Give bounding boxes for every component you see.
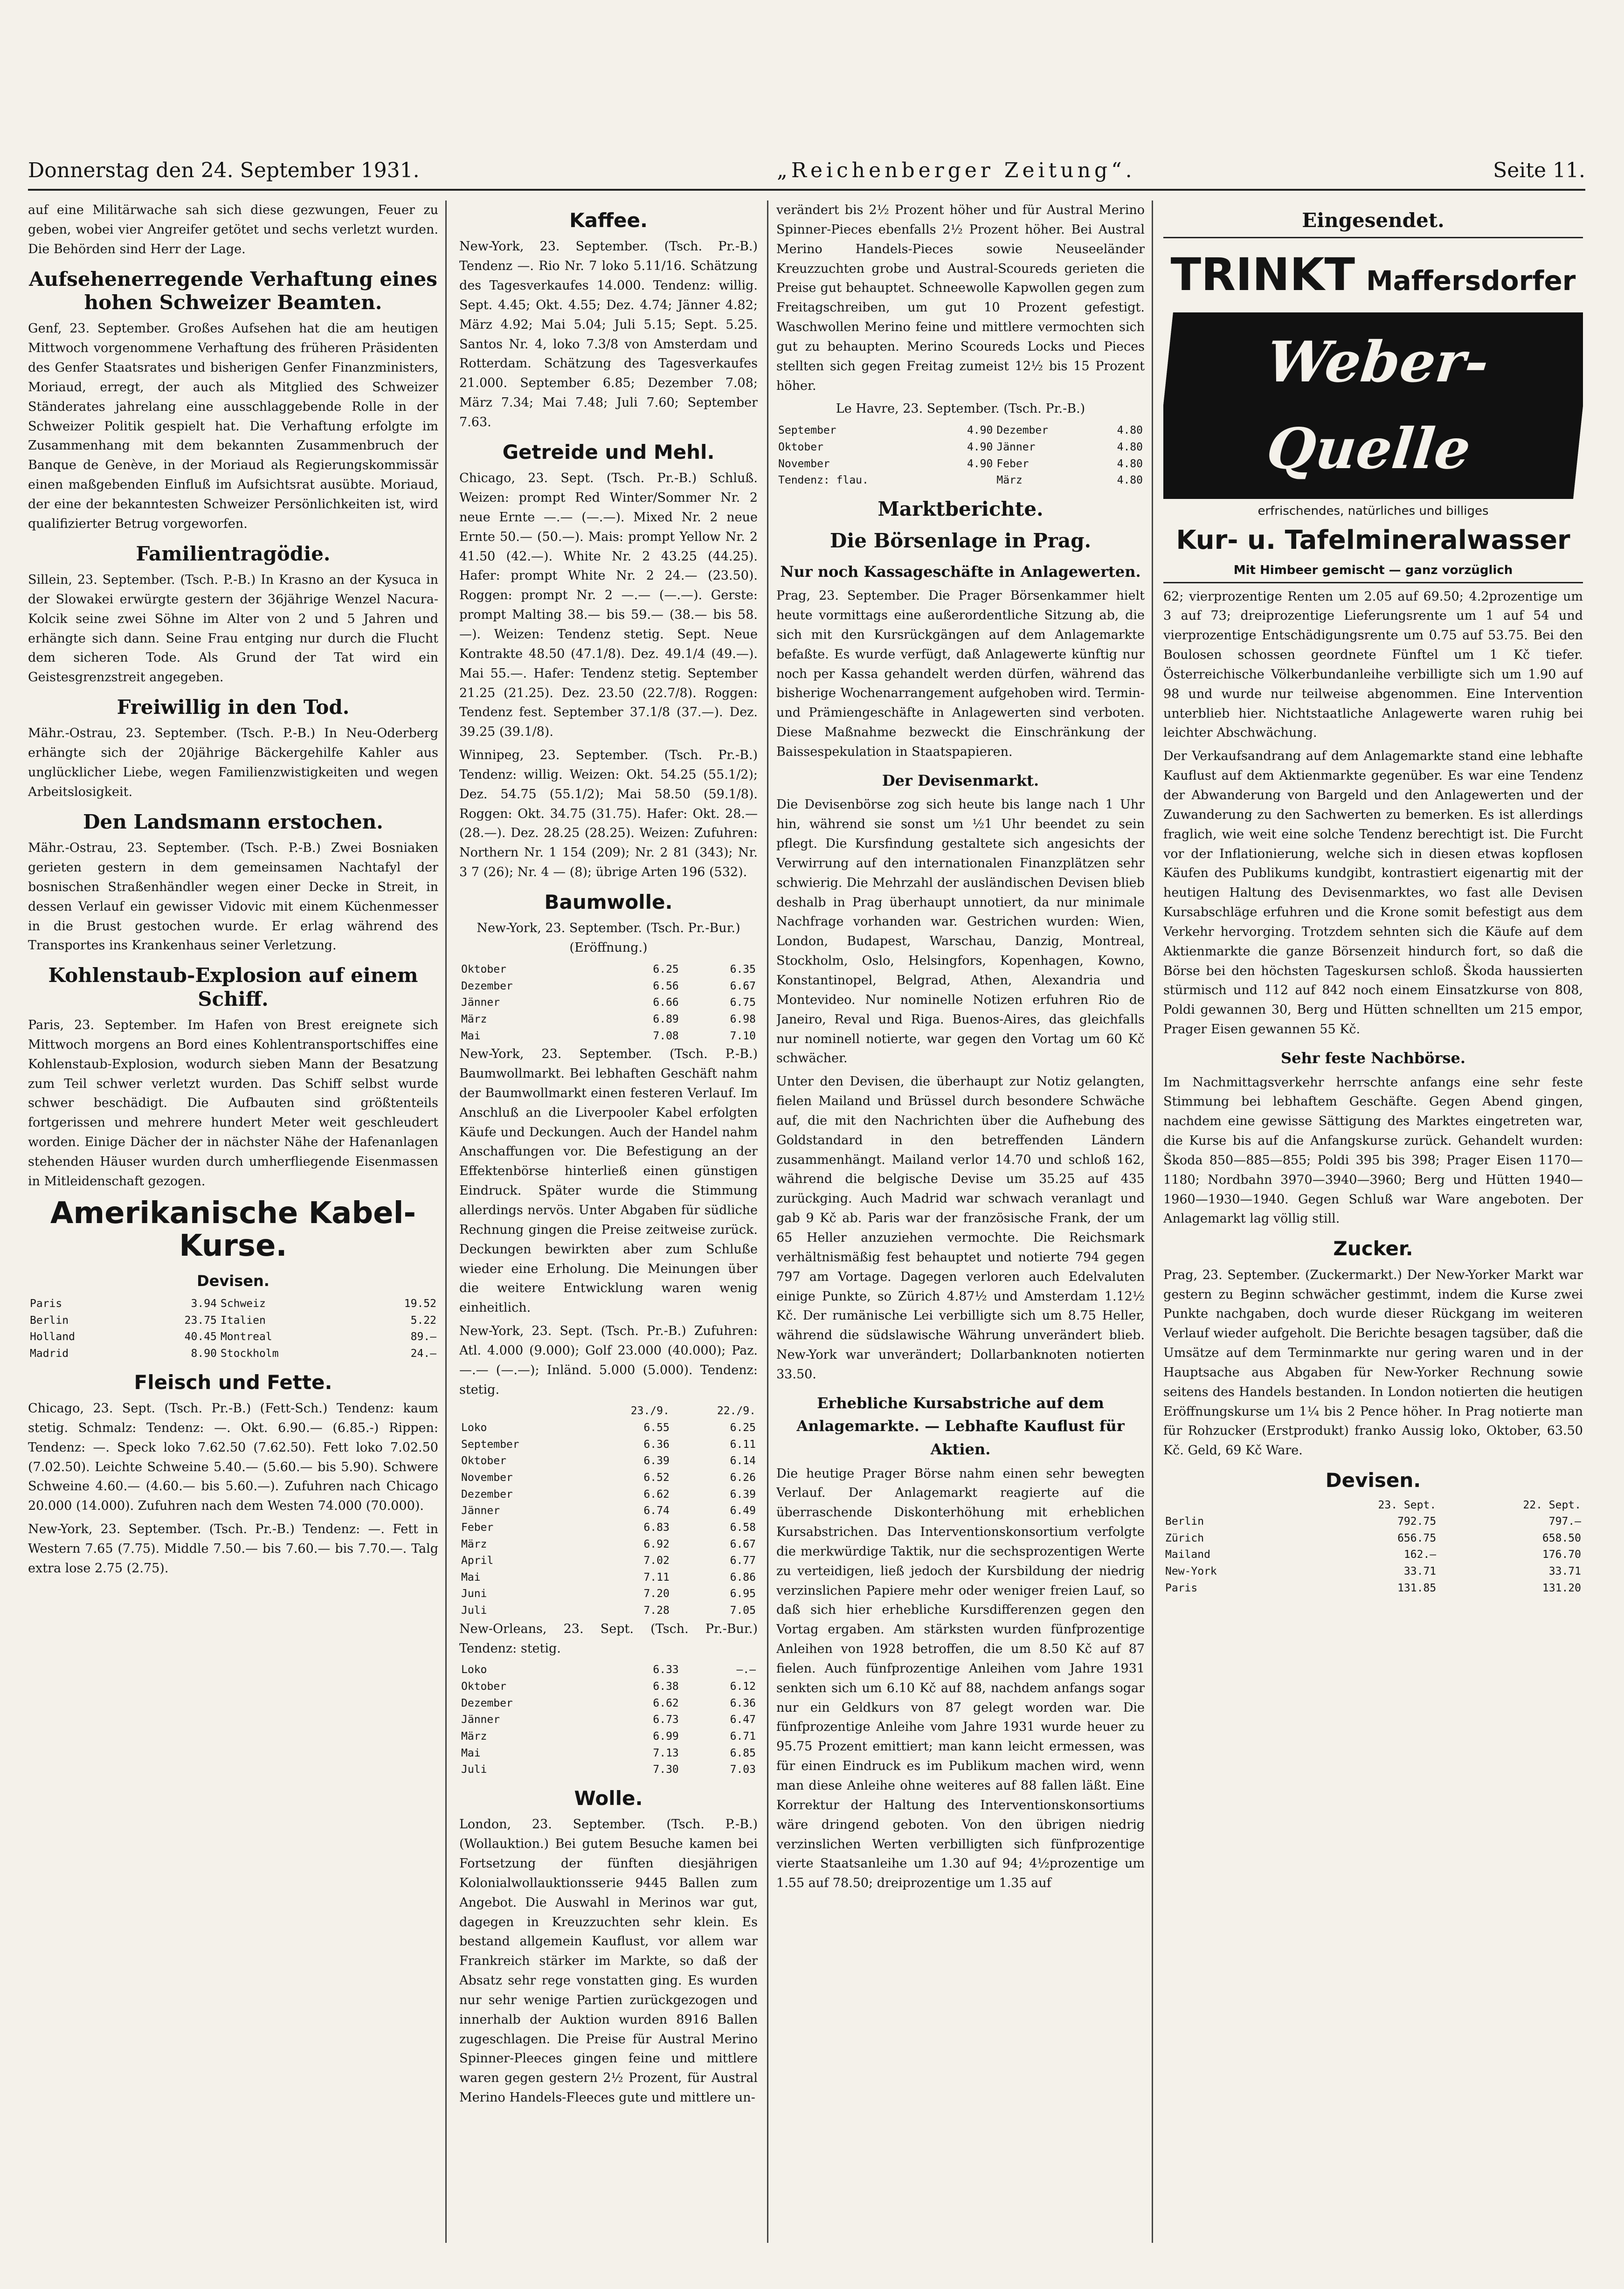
headline-landsmann: Den Landsmann erstochen. <box>83 810 383 833</box>
table-row: Oktober 4.90 Jänner 4.80 <box>778 441 1143 453</box>
table-row: Loko 6.55 6.25 <box>461 1422 756 1434</box>
article-zucker: Prag, 23. September. (Zuckermarkt.) Der New-Yorker Markt war gestern zu Beginn schwächer gestimmt, indem die Kurse zwei Punkte nachgaben, doch wurde dieser Rückgang im weiteren Verlauf wieder aufgeholt. Die Berichte besagen tagsüber, daß die Umsätze auf dem Terminmarkte nur gering waren und in der Hauptsache aus Abgaben für New-Yorker Rechnung sowie seitens des Handels bestanden. In London notierten die heutigen Eröffnungskurse um 1¼ bis 2 Pence höher. In Prag notierte man für Rohzucker (Erstprodukt) franko Aussig loko, Oktober, 63.50 Kč. Geld, 69 Kč Ware. <box>1163 1267 1583 1458</box>
table-row: Paris 3.94 Schweiz 19.52 <box>30 1298 436 1310</box>
devisen-prag-table <box>1163 1497 1583 1597</box>
table-row: Feber 6.83 6.58 <box>461 1521 756 1534</box>
table-row: März 6.99 6.71 <box>461 1730 756 1743</box>
headline-marktberichte: Marktberichte. <box>878 497 1044 520</box>
subheading-devisen: Devisen. <box>197 1272 270 1290</box>
headline-kaffee: Kaffee. <box>569 209 648 232</box>
article-baumwolle: New-York, 23. September. (Tsch. P.-B.) Baumwollmarkt. Bei lebhaften Geschäft nahm der Baumwollmarkt einen festeren Verlauf. Im Anschluß an die Liverpooler Kabel erfolgten Käufe und Deckungen. Auch der Handel nahm Anschaffungen vor. Die Befestigung an der Effektenbörse hinterließ einen günstigen Eindruck. Später wurde die Stimmung allerdings nervös. Unter Abgaben für südliche Rechnung gingen die Preise zeitweise zurück. Deckungen bewirkten aber zum Schluße wieder eine Erholung. Die Meinungen über die weitere Entwicklung waren wenig einheitlich. <box>459 1047 758 1315</box>
table-row: April 7.02 6.77 <box>461 1555 756 1567</box>
baumwolle-no-table <box>459 1662 758 1778</box>
headline-kursabstriche: Erhebliche Kursabstriche auf dem Anlagemarkte. — Lebhafte Kauflust für Aktien. <box>796 1394 1125 1458</box>
article-nachboerse: Im Nachmittagsverkehr herrschte anfangs eine sehr feste Stimmung bei lebhaftem Geschäfte. Gegen Abend gingen, nachdem eine gewisse Sättigung des Marktes eingetreten war, die Kurse bis auf die Anfangskurse zurück. Gehandelt wurden: Škoda 850—885—855; Poldi 395 bis 398; Prager Eisen 1170—1180; Nordbahn 3970—3940—3960; Berg und Hütten 1940—1960—1930—1940. Gegen Schluß war Ware angeboten. Der Anlagemarkt lag völlig still. <box>1163 1075 1583 1226</box>
article-fleisch-ny: New-York, 23. September. (Tsch. Pr.-B.) Tendenz: —. Fett in Western 7.65 (7.75). Middle 7.50.— bis 7.60.— bis 7.70.—. Talg extra lose 2.75 (2.75). <box>28 1522 438 1576</box>
table-row: Jänner 6.74 6.49 <box>461 1505 756 1517</box>
column-divider <box>445 201 447 2243</box>
neworleans-head: New-Orleans, 23. Sept. (Tsch. Pr.-Bur.) Tendenz: stetig. <box>459 1621 758 1656</box>
table-row: New-York 33.71 33.71 <box>1165 1565 1581 1578</box>
article-anlagemarkt: 62; vierprozentige Renten um 2.05 auf 69.50; 4.2prozentige um 3 auf 73; dreiprozentige Lieferungsrente um 1 auf 54 und vierprozentige Entschädigungsrente um 0.75 auf 53.75. Bei den Boulosen schossen geordnete Fünftel um 1 Kč tiefer. Österreichische Völkerbundanleihe verbilligte sich um 1.90 auf 98 und wurde nur teilweise abgenommen. Eine Intervention unterblieb hier. Nichtstaatliche Anlagewerte waren ruhig bei leichter Abschwächung. <box>1163 589 1583 740</box>
column-2 <box>459 201 758 2271</box>
table-row: Oktober 6.39 6.14 <box>461 1455 756 1467</box>
headline-kabelkurse: Amerikanische Kabel-Kurse. <box>50 1196 416 1264</box>
article-wolle-cont: verändert bis 2½ Prozent höher und für Austral Merino Spinner-Pieces ebenfalls 2½ Prozent höher. Bei Austral Merino Handels-Pieces sowie Neuseeländer Kreuzzuchten grobe und Austral-Scoureds gerieten die Preise gut behauptet. Schneewolle Kapwollen gegen zum Freitagschreiben, um gut 10 Prozent gefestigt. Waschwollen Merino feine und mittlere vermochten sich gut zu behaupten. Merino Scoureds Locks und Pieces stellten sich gegen Freitag zumeist 12½ bis 15 Prozent höher. <box>776 203 1145 393</box>
ad-logo: Weber-Quelle <box>1163 312 1583 499</box>
table-row: Dezember 6.62 6.36 <box>461 1697 756 1709</box>
headline-baumwolle: Baumwolle. <box>544 890 673 913</box>
baumwolle-head: New-York, 23. September. (Tsch. Pr.-Bur.) (Eröffnung.) <box>477 921 740 955</box>
ad-footer: Mit Himbeer gemischt — ganz vorzüglich <box>1233 563 1513 578</box>
header-date: Donnerstag den 24. September 1931. <box>28 158 420 182</box>
article-devisenmarkt-2: Unter den Devisen, die überhaupt zur Notiz gelangten, fielen Mailand und Brüssel durch besondere Schwäche auf, die mit den Nachrichten über die Aufhebung des Goldstandard in den betreffenden Ländern zusammenhängt. Mailand verlor 14.70 und schloß 162, während die belgische Devise um 35.25 auf 435 zurückging. Auch Madrid war schwach veranlagt und gab 9 Kč ab. Paris war der französische Frank, der um 65 Heller anzuziehen vermochte. Die Reichsmark verhältnismäßig fest behauptet und notierte 794 gegen 797 am Vortage. Dagegen verloren auch Edelvaluten einige Punkte, so Zürich 4.87½ und Amsterdam 1.12½ Kč. Der rumänische Lei verbilligte sich um 8.75 Heller, während die südslawische Währung unverändert blieb. New-York war unverändert; Dollarbanknoten notierten 33.50. <box>776 1074 1145 1382</box>
table-row: Oktober 6.25 6.35 <box>461 963 756 976</box>
table-header: 23. Sept. 22. Sept. <box>1378 1499 1581 1511</box>
table-row: Mai 7.11 6.86 <box>461 1571 756 1584</box>
article-landsmann: Mähr.-Ostrau, 23. September. (Tsch. P.-B.) Zwei Bosniaken gerieten gestern in dem gemeinsamen Nachtafyl der bosnischen Straßenhändler wegen einer Decke in Streit, in dessen Verlauf ein gewisser Vidovic mit einem Küchenmesser in die Brust gestochen wurde. Er erlag während des Transportes ins Krankenhaus seiner Verletzung. <box>28 841 438 953</box>
advertisement <box>1163 237 1583 583</box>
table-row: Dezember 6.62 6.39 <box>461 1488 756 1501</box>
article-boersenlage: Prag, 23. September. Die Prager Börsenkammer hielt heute vormittags eine außerordentliche Sitzung ab, die sich mit den Kursrückgängen auf dem Anlagemarkte befaßte. Es wurde verfügt, daß Anlagewerte künftig nur noch per Kassa gehandelt werden dürfen, während das bisherige Wochenarrangement aufgehoben wird. Termin- und Prämiengeschäfte in Anlagewerten sind verboten. Diese Maßnahme bezweckt die Einschränkung der Baissespekulation in Staatspapieren. <box>776 588 1145 759</box>
table-row: Dezember 6.56 6.67 <box>461 980 756 992</box>
havre-head: Le Havre, 23. September. (Tsch. Pr.-B.) <box>836 401 1085 416</box>
ad-headline: Kur- u. Tafelmineralwasser <box>1176 525 1570 556</box>
headline-fleisch: Fleisch und Fette. <box>134 1370 332 1394</box>
table-row: Tendenz: flau. März 4.80 <box>778 474 1143 487</box>
headline-verhaftung: Aufsehenerregende Verhaftung eines hohen Schweizer Beamten. <box>29 267 437 314</box>
table-row: September 6.36 6.11 <box>461 1438 756 1451</box>
running-header <box>28 154 1585 187</box>
table-row: November 4.90 Feber 4.80 <box>778 457 1143 470</box>
article-freiwillig: Mähr.-Ostrau, 23. September. (Tsch. P.-B.) In Neu-Oderberg erhängte sich der 20jährige Bäckergehilfe Kahler aus unglücklicher Liebe, wegen Familienzwistigkeiten und wegen Arbeitslosigkeit. <box>28 726 438 799</box>
headline-freiwillig: Freiwillig in den Tod. <box>117 696 350 719</box>
header-page: Seite 11. <box>1493 158 1585 182</box>
header-rule <box>28 189 1585 191</box>
table-row: Berlin 792.75 797.— <box>1165 1515 1581 1528</box>
table-header: 23./9. 22./9. <box>630 1405 756 1418</box>
table-row: Mai 7.08 7.10 <box>461 1030 756 1042</box>
headline-kohlenstaub: Kohlenstaub-Explosion auf einem Schiff. <box>48 964 418 1010</box>
headline-zucker: Zucker. <box>1333 1237 1413 1260</box>
havre-table <box>776 422 1145 489</box>
table-row: Juli 7.28 7.05 <box>461 1604 756 1617</box>
column-4 <box>1163 201 1583 2271</box>
table-row: März 6.89 6.98 <box>461 1013 756 1025</box>
ad-brand: Maffersdorfer <box>1366 265 1576 297</box>
headline-familientragoedie: Familientragödie. <box>136 542 331 565</box>
table-row: Holland 40.45 Montreal 89.— <box>30 1331 436 1343</box>
table-row: Berlin 23.75 Italien 5.22 <box>30 1314 436 1327</box>
column-divider <box>767 201 768 2243</box>
table-row: November 6.52 6.26 <box>461 1471 756 1484</box>
table-row: Paris 131.85 131.20 <box>1165 1582 1581 1594</box>
article-continuation: auf eine Militärwache sah sich diese gezwungen, Feuer zu geben, wobei vier Angreifer getötet und sechs verletzt wurden. Die Behörden sind Herr der Lage. <box>28 203 438 256</box>
article-getreide: Chicago, 23. Sept. (Tsch. Pr.-B.) Schluß. Weizen: prompt Red Winter/Sommer Nr. 2 neue Ernte —.— (—.—). Mixed Nr. 2 neue Ernte 50.— (50.—). Mais: prompt Yellow Nr. 2 41.50 (42.—). White Nr. 2 43.25 (44.25). Hafer: prompt White Nr. 2 24.— (23.50). Roggen: prompt Nr. 2 —.— (—.—). Gerste: prompt Malting 38.— bis 59.— (38.— bis 58.—). Weizen: Tendenz stetig. Sept. Neue Kontrakte 48.50 (47.1/8). Dez. 49.1/4 (49.—). Mai 55.—. Hafer: Tendenz stetig. September 21.25 (21.25). Dez. 23.50 (22.7/8). Roggen: Tendenz fest. September 37.1/8 (37.—). Dez. 39.25 (39.1/8). <box>459 471 758 740</box>
column-1 <box>28 201 438 2271</box>
table-row: Jänner 6.66 6.75 <box>461 996 756 1009</box>
table-row: Zürich 656.75 658.50 <box>1165 1532 1581 1544</box>
headline-nachboerse: Sehr feste Nachbörse. <box>1281 1049 1465 1067</box>
header-paper: „Reichenberger Zeitung“. <box>777 158 1136 182</box>
table-row: Juni 7.20 6.95 <box>461 1588 756 1600</box>
heading-eingesendet: Eingesendet. <box>1302 209 1444 232</box>
article-verhaftung: Genf, 23. September. Großes Aufsehen hat die am heutigen Mittwoch vorgenommene Verhaftung des früheren Präsidenten des Genfer Staatsrates und bisherigen Genfer Finanzministers, Moriaud, erregt, der auch als Mitglied des Schweizer Ständerates jahrelang eine ausschlaggebende Rolle in der Schweizer Politik gespielt hat. Die Verhaftung erfolgte im Zusammenhang mit dem bekannten Zusammenbruch der Banque de Genève, in der Moriaud als Regierungskommissär einen maßgebenden Einfluß im Aufsichtsrat ausübte. Moriaud, der eine der bekanntesten Schweizer Persönlichkeiten ist, wird qualifizierter Betrug vorgeworfen. <box>28 321 438 531</box>
table-row: Jänner 6.73 6.47 <box>461 1714 756 1726</box>
headline-devisen: Devisen. <box>1325 1469 1421 1492</box>
article-wolle: London, 23. September. (Tsch. P.-B.) (Wollauktion.) Bei gutem Besuche kamen bei Fortsetzung der fünften diesjährigen Kolonialwollauktionsserie 9445 Ballen zum Angebot. Die Auswahl in Merinos war gut, dagegen in Kreuzzuchten sehr klein. Es bestand allgemein Kauflust, vor allem war Frankreich stärker im Markte, so daß der Absatz sehr rege vonstatten ging. Es wurden nur sehr wenige Partien zurückgezogen und innerhalb der Auktion wurden 8916 Ballen zugeschlagen. Die Preise für Austral Merino Spinner-Pleeces gingen feine und mittlere waren gegen gestern 2½ Prozent, für Austral Merino Handels-Fleeces gute und mittlere un- <box>459 1817 758 2105</box>
table-row: Mai 7.13 6.85 <box>461 1747 756 1759</box>
article-kursabstriche: Die heutige Prager Börse nahm einen sehr bewegten Verlauf. Der Anlagemarkt reagierte auf die überraschende Diskonterhöhung mit erheblichen Kursabstrichen. Das Interventionskonsortium verfolgte die merkwürdige Taktik, nur die sechsprozentigen Werte zu verteidigen, ließ jedoch der Kursbildung der niedrig verzinslichen Papiere mehr oder weniger freien Lauf, so daß sich hier erhebliche Kursdifferenzen gegen den Vortag ergaben. Am stärksten wurden fünfprozentige Anleihen von 1928 betroffen, die um 8.50 Kč auf 87 fielen. Auch fünfprozentige Anleihen vom Jahre 1931 senkten sich um 6.10 Kč auf 88, nachdem anfangs sogar nur ein Geldkurs von 87 gelegt worden war. Die fünfprozentige Anleihe vom Jahre 1931 wurde heuer zu 95.75 Prozent emittiert; man kann leicht ermessen, was für einen Eindruck es im Publikum machen wird, wenn man diese Anleihe ohne weiteres auf 88 fallen läßt. Eine Korrektur der Haltung des Interventionskonsortiums wäre dringend geboten. Von den übrigen niedrig verzinslichen Werten verbilligten sich fünfprozentige vierte Staatsanleihe um 1.30 auf 94; 4½prozentige um 1.55 auf 78.50; dreiprozentige um 1.35 auf <box>776 1466 1145 1891</box>
ad-subline: erfrischendes, natürliches und billiges <box>1258 504 1489 519</box>
article-aktienmarkt: Der Verkaufsandrang auf dem Anlagemarkte stand eine lebhafte Kauflust auf dem Aktienmarkte gegenüber. Es war eine Tendenz der Abwanderung von Bargeld und den Anlagewerten und der Zuwanderung zu den Sachwerten zu bemerken. Es ist allerdings fraglich, wie weit eine solche Tendenz berechtigt ist. Die Furcht vor der Inflationierung, welche sich in diesen etwas kopflosen Käufen des Publikums kundgibt, kontrastiert eigenartig mit der heutigen Haltung des Devisenmarktes, wo fast alle Devisen Kursabschläge erfuhren und die Krone somit befestigt aus dem Verkehr hervorging. Trotzdem sehnten sich die Käufe auf dem Aktienmarkte die ganze Börsenzeit hindurch fort, so daß die Börse bei den höchsten Tageskursen schloß. Škoda haussierten stürmisch und 112 auf 842 noch einem Einsatzkurse von 808, Poldi gewannen 30, Berg und Hütten schnellten um 215 empor, Prager Eisen gewannen 55 Kč. <box>1163 749 1583 1037</box>
article-familientragoedie: Sillein, 23. September. (Tsch. P.-B.) In Krasno an der Kysuca in der Slowakei erwürgte gestern der 36jährige Wenzel Nacura-Kolcik seine zwei Söhne im Alter von 2 und 5 Jahren und erhängte sich dann. Seine Frau entging nur durch die Flucht dem sicheren Tode. Als Grund der Tat wird ein Geistesgrenzstreit angegeben. <box>28 572 438 685</box>
table-row: Madrid 8.90 Stockholm 24.— <box>30 1347 436 1360</box>
subheading-kassa: Nur noch Kassageschäfte in Anlagewerten. <box>780 562 1141 581</box>
article-winnipeg: Winnipeg, 23. September. (Tsch. Pr.-B.) Tendenz: willig. Weizen: Okt. 54.25 (55.1/2); Dez. 54.75 (55.1/2); Mai 58.50 (59.1/8). Roggen: Okt. 34.75 (31.75). Hafer: Okt. 28.— (28.—). Dez. 28.25 (28.25). Weizen: Zufuhren: Northern Nr. 1 154 (209); Nr. 2 81 (343); Nr. 3 7 (26); Nr. 4 — (8); übrige Arten 196 (532). <box>459 748 758 880</box>
headline-getreide: Getreide und Mehl. <box>502 440 715 463</box>
headline-wolle: Wolle. <box>574 1786 643 1810</box>
table-row: September 4.90 Dezember 4.80 <box>778 424 1143 437</box>
table-row: Mailand 162.— 176.70 <box>1165 1549 1581 1561</box>
table-row: Loko 6.33 —.— <box>461 1664 756 1676</box>
headline-devisenmarkt: Der Devisenmarkt. <box>882 771 1039 789</box>
article-kohlenstaub: Paris, 23. September. Im Hafen von Brest ereignete sich Mittwoch morgens an Bord eines Kohlentransportschiffes eine Kohlenstaub-Explosion, wodurch sieben Mann der Besatzung zum Teil schwer verletzt wurden. Das Schiff selbst wurde schwer beschädigt. Die Aufbauten sind größtenteils fortgerissen und mehrere hundert Meter weit geschleudert worden. Einige Dächer der in nächster Nähe der Hafenanlagen stehenden Häuser wurden durch umherfliegende Eisenmassen in Mitleidenschaft gezogen. <box>28 1018 438 1189</box>
table-row: Juli 7.30 7.03 <box>461 1763 756 1776</box>
ad-trinkt: TRINKT <box>1170 249 1355 301</box>
article-devisenmarkt: Die Devisenbörse zog sich heute bis lange nach 1 Uhr hin, während sie sonst um ½1 Uhr beendet zu sein pflegt. Die Kursfindung gestaltete sich angesichts der Verwirrung auf den internationalen Finanzplätzen sehr schwierig. Die Mehrzahl der ausländischen Devisen blieb deshalb in Prag überhaupt unnotiert, da nur minimale Nachfrage vorhanden war. Gestrichen wurden: Wien, London, Budapest, Warschau, Danzig, Montreal, Stockholm, Oslo, Helsingfors, Kopenhagen, Kowno, Konstantinopel, Belgrad, Athen, Alexandria und Montevideo. Nur nominelle Notizen erfuhren Rio de Janeiro, Reval und Riga. Buenos-Aires, das gleichfalls nur nominell notierte, war gegen den Vortag um 60 Kč schwächer. <box>776 797 1145 1066</box>
headline-boersenlage: Die Börsenlage in Prag. <box>829 529 1092 553</box>
baumwolle-ny-table <box>459 1403 758 1619</box>
kabel-table <box>28 1296 438 1362</box>
table-row: Oktober 6.38 6.12 <box>461 1680 756 1693</box>
column-3 <box>776 201 1145 2271</box>
baumwolle-eroeffnung-table <box>459 961 758 1044</box>
article-fleisch: Chicago, 23. Sept. (Tsch. Pr.-B.) (Fett-Sch.) Tendenz: kaum stetig. Schmalz: Tendenz: —. Okt. 6.90.— (6.85.-) Rippen: Tendenz: —. Speck loko 7.62.50 (7.62.50). Fett loko 7.02.50 (7.02.50). Leichte Schweine 5.40.— (5.60.— bis 5.90). Schwere Schweine 4.60.— (4.60.— bis 5.60.—). Zufuhren nach Chicago 20.000 (14.000). Zufuhren nach dem Westen 74.000 (70.000). <box>28 1401 438 1514</box>
article-kaffee: New-York, 23. September. (Tsch. Pr.-B.) Tendenz —. Rio Nr. 7 loko 5.11/16. Schätzung des Tagesverkaufes 14.000. Tendenz: willig. Sept. 4.45; Okt. 4.55; Dez. 4.74; Jänner 4.82; März 4.92; Mai 5.04; Juli 5.15; Sept. 5.25. Santos Nr. 4, loko 7.3/8 von Amsterdam und Rotterdam. Schätzung des Tagesverkaufes 21.000. September 6.85; Dezember 7.08; März 7.34; Mai 7.48; Juli 7.60; September 7.63. <box>459 239 758 429</box>
column-divider <box>1152 201 1153 2243</box>
baumwolle-zufuhren: New-York, 23. Sept. (Tsch. Pr.-B.) Zufuhren: Atl. 4.000 (9.000); Golf 23.000 (40.000); Paz. —.— (—.—); Inländ. 5.000 (5.000). Tendenz: stetig. <box>459 1324 758 1397</box>
table-row: März 6.92 6.67 <box>461 1538 756 1550</box>
